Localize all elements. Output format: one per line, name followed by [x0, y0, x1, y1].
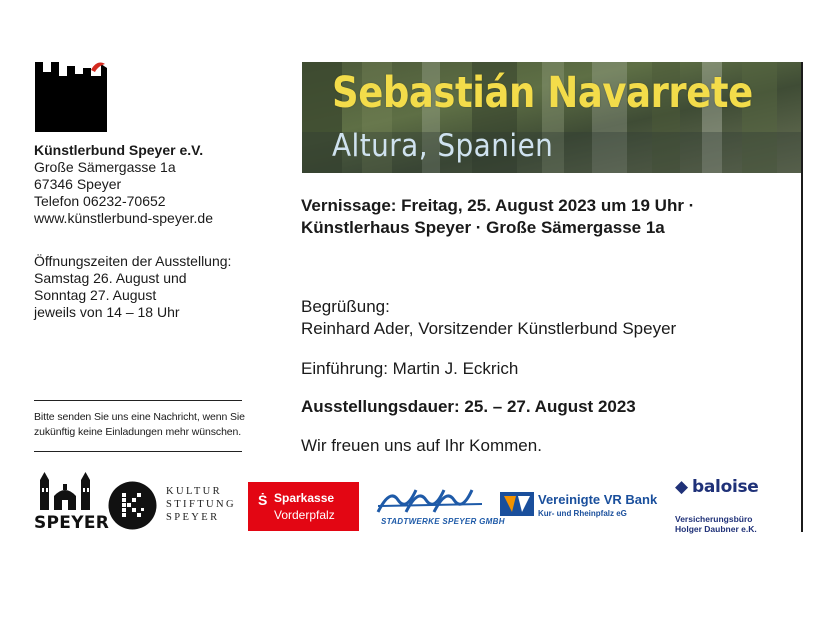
closing-line: Wir freuen uns auf Ihr Kommen.	[301, 436, 542, 455]
organizer-street: Große Sämergasse 1a	[34, 159, 176, 175]
vr-bank-logo	[500, 492, 658, 521]
stadtwerke-wave-icon	[376, 486, 484, 516]
stadtwerke-logo	[376, 486, 505, 526]
artist-name: Sebastián Navarrete	[332, 68, 753, 118]
opening-hours	[34, 253, 231, 321]
vernissage-line: Künstlerhaus Speyer · Große Sämergasse 1a	[301, 218, 665, 237]
kulturstiftung-text	[166, 485, 236, 524]
cathedral-icon	[34, 472, 96, 512]
right-border-line	[801, 62, 803, 532]
exhibition-subtitle: Altura, Spanien	[332, 128, 554, 164]
greeting	[301, 296, 676, 340]
vr-bank-name: Vereinigte VR Bank	[538, 492, 658, 507]
opening-hours-line: Sonntag 27. August	[34, 287, 157, 303]
exhibition-duration: Ausstellungsdauer: 25. – 27. August 2023	[301, 397, 636, 416]
baloise-name: baloise	[692, 477, 759, 497]
unsubscribe-line: Bitte senden Sie uns eine Nachricht, wenn Sie	[34, 411, 245, 423]
organizer-website[interactable]: www.künstlerbund-speyer.de	[34, 210, 213, 226]
organizer-city: 67346 Speyer	[34, 176, 122, 192]
greeting-person: Reinhard Ader, Vorsitzender Künstlerbund Speyer	[301, 319, 677, 338]
kuenstlerbund-logo	[35, 62, 107, 132]
opening-hours-heading: Öffnungszeiten der Ausstellung:	[34, 253, 232, 269]
sparkasse-s-icon: Ṡ	[258, 492, 268, 508]
organizer-name: Künstlerbund Speyer e.V.	[34, 142, 204, 158]
kulturstiftung-line: KULTUR	[166, 486, 223, 497]
stadtwerke-label: STADTWERKE SPEYER GMBH	[381, 517, 505, 526]
baloise-office-line: Versicherungsbüro	[675, 514, 753, 524]
organizer-phone: Telefon 06232-70652	[34, 193, 166, 209]
baloise-office-line: Holger Daubner e.K.	[675, 524, 757, 534]
sparkasse-region: Vorderpfalz	[274, 508, 335, 522]
opening-hours-line: jeweils von 14 – 18 Uhr	[34, 304, 180, 320]
vr-bank-region: Kur- und Rheinpfalz eG	[538, 509, 627, 518]
sparkasse-logo	[248, 482, 359, 531]
baloise-diamond-icon: ◆	[675, 477, 688, 497]
baloise-office	[675, 514, 757, 534]
speyer-city-logo	[34, 472, 110, 533]
introduction: Einführung: Martin J. Eckrich	[301, 359, 519, 378]
vr-bank-icon	[500, 492, 534, 516]
unsubscribe-note	[34, 410, 249, 440]
sparkasse-name: Sparkasse	[274, 491, 335, 505]
address-block	[34, 142, 213, 227]
unsubscribe-line: zukünftig keine Einladungen mehr wünschen.	[34, 426, 242, 438]
kulturstiftung-line: STIFTUNG	[166, 499, 236, 510]
divider-bottom	[34, 451, 242, 452]
divider-top	[34, 400, 242, 401]
speyer-label: SPEYER	[34, 513, 110, 533]
kulturstiftung-line: SPEYER	[166, 512, 220, 523]
vernissage-info	[301, 195, 694, 239]
greeting-label: Begrüßung:	[301, 297, 390, 316]
artist-banner	[302, 62, 802, 173]
kulturstiftung-logo	[108, 481, 236, 535]
opening-hours-line: Samstag 26. August und	[34, 270, 187, 286]
kulturstiftung-icon	[108, 481, 157, 530]
vernissage-line: Vernissage: Freitag, 25. August 2023 um 19 Uhr ·	[301, 196, 695, 215]
